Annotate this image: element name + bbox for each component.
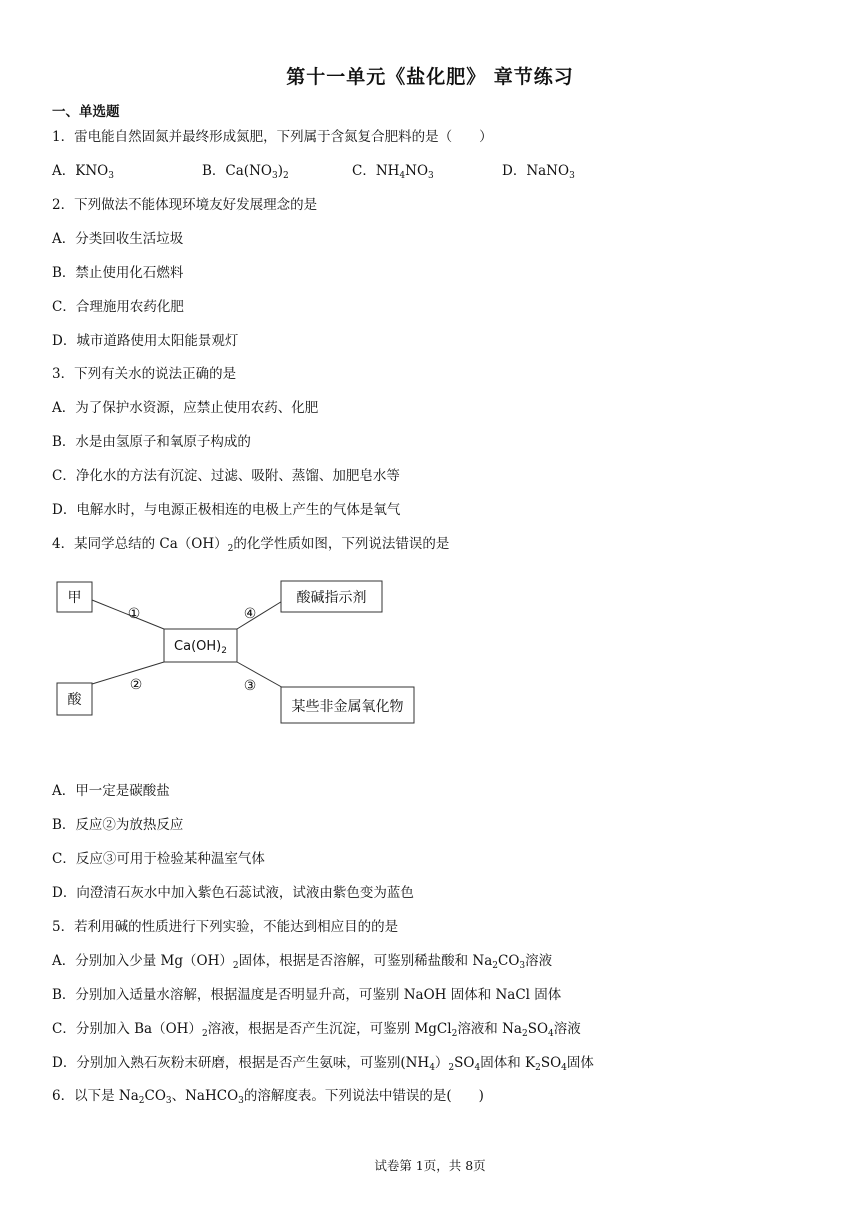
q3-option-d: D．电解水时，与电源正极相连的电极上产生的气体是氧气 bbox=[52, 502, 401, 518]
q4-option-b: B．反应②为放热反应 bbox=[52, 817, 184, 833]
question-4-stem: 4．某同学总结的 $Ca(OH)_2$的化学性质如图，下列说法错误的是 bbox=[52, 536, 450, 554]
q1-option-a: A．$KNO_3$ bbox=[52, 163, 114, 181]
q2-option-d: D．城市道路使用太阳能景观灯 bbox=[52, 333, 239, 349]
q2-option-b: B．禁止使用化石燃料 bbox=[52, 265, 184, 281]
q2-option-a: A．分类回收生活垃圾 bbox=[52, 231, 184, 247]
q5-option-c: C．分别加入 $Ba(OH)_2$溶液，根据是否产生沉淀，可鉴别 MgCl$_2$溶液和 $Na_2SO_4$溶液 bbox=[52, 1021, 581, 1039]
q1-option-b: B．$Ca(NO_3)_2$ bbox=[202, 163, 289, 181]
question-1-stem: 1．雷电能自然固氮并最终形成氮肥，下列属于含氮复合肥料的是（ ） bbox=[52, 129, 493, 145]
label-acid: 酸 bbox=[67, 692, 82, 708]
q4-option-c: C．反应③可用于检验某种温室气体 bbox=[52, 851, 265, 867]
label-indicator: 酸碱指示剂 bbox=[296, 590, 367, 606]
q3-option-b: B．水是由氢原子和氧原子构成的 bbox=[52, 434, 251, 450]
q1-option-d: D．NaNO$_3$ bbox=[502, 163, 575, 181]
page-footer: 试卷第 1页，共 8页 bbox=[374, 1158, 486, 1173]
label-jia: 甲 bbox=[67, 590, 82, 606]
section-heading: 一、单选题 bbox=[52, 104, 120, 120]
label-oxide: 某些非金属氧化物 bbox=[291, 699, 404, 715]
question-5-stem: 5．若利用碱的性质进行下列实验，不能达到相应目的的是 bbox=[52, 919, 399, 935]
q1-option-c: C．$NH_4NO_3$ bbox=[352, 163, 434, 181]
label-center: $Ca(OH)_2$ bbox=[174, 639, 227, 656]
q5-option-a: A．分别加入少量 $Mg(OH)_2$固体，根据是否溶解，可鉴别稀盐酸和 $Na_2CO_3$溶液 bbox=[52, 953, 553, 971]
page-title: 第十一单元《盐化肥》 章节练习 bbox=[286, 66, 574, 88]
marker-1: ① bbox=[127, 606, 141, 622]
q5-option-b: B．分别加入适量水溶解，根据温度是否明显升高，可鉴别 NaOH 固体和 NaCl 固体 bbox=[52, 987, 562, 1003]
q2-option-c: C．合理施用农药化肥 bbox=[52, 299, 184, 315]
marker-3: ③ bbox=[243, 678, 257, 694]
question-2-stem: 2．下列做法不能体现环境友好发展理念的是 bbox=[52, 197, 318, 213]
q3-option-c: C．净化水的方法有沉淀、过滤、吸附、蒸馏、加肥皂水等 bbox=[52, 468, 400, 484]
q3-option-a: A．为了保护水资源，应禁止使用农药、化肥 bbox=[52, 400, 319, 416]
marker-2: ② bbox=[129, 677, 143, 693]
q4-option-d: D．向澄清石灰水中加入紫色石蕊试液，试液由紫色变为蓝色 bbox=[52, 885, 414, 901]
connector-2 bbox=[92, 662, 164, 684]
question-3-stem: 3．下列有关水的说法正确的是 bbox=[52, 366, 237, 382]
caoh2-properties-diagram bbox=[52, 572, 422, 732]
q4-option-a: A．甲一定是碳酸盐 bbox=[52, 783, 170, 799]
q5-option-d: D．分别加入熟石灰粉末研磨，根据是否产生氨味，可鉴别$(NH_4)_2SO_4$固体和 $K_2SO_4$固体 bbox=[52, 1055, 594, 1073]
marker-4: ④ bbox=[243, 606, 257, 622]
question-6-stem: 6．以下是 $Na_2CO_3$、NaHCO$_3$的溶解度表。下列说法中错误的是( ) bbox=[52, 1088, 484, 1106]
